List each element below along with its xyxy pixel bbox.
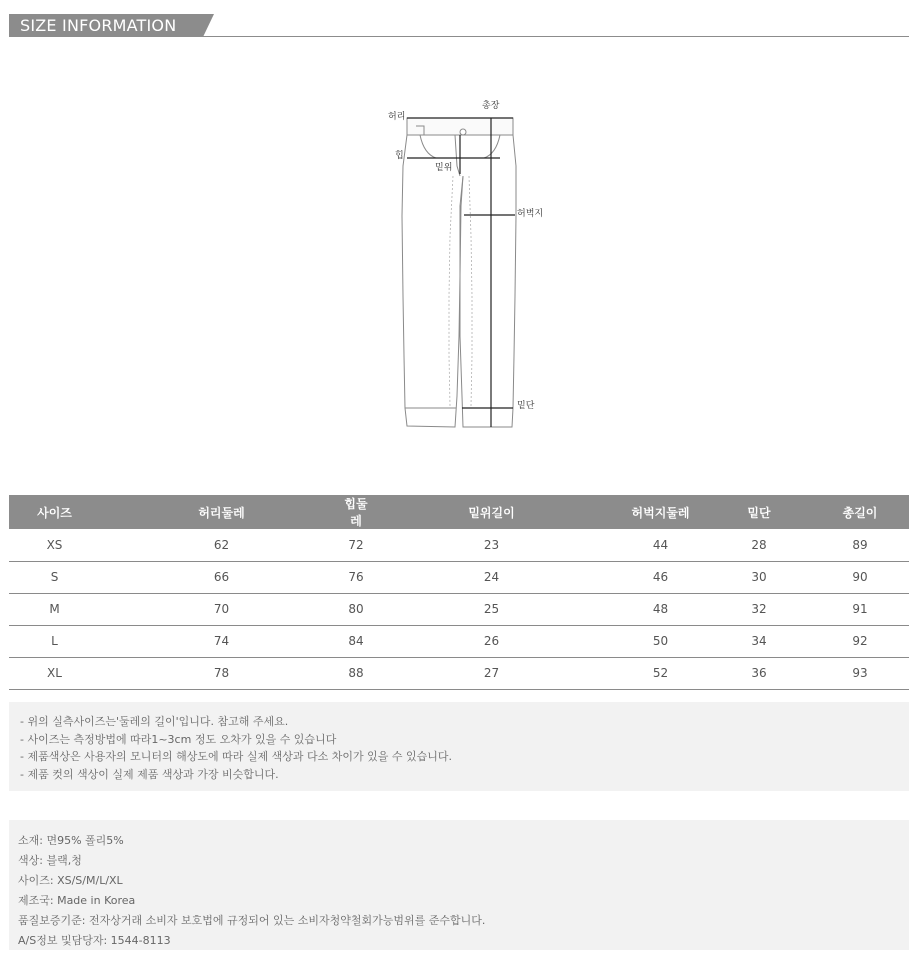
- col-header-hip: 힙둘레: [344, 497, 368, 528]
- table-row: [9, 625, 909, 657]
- info-origin: 제조국: Made in Korea: [18, 894, 136, 907]
- table-cell: 30: [707, 561, 811, 593]
- diagram-label-waist: 허리: [388, 112, 406, 122]
- size-table: [9, 495, 909, 690]
- size-notes-box: [9, 702, 909, 791]
- table-cell: L: [9, 625, 100, 657]
- table-cell: 62: [100, 529, 343, 561]
- table-row: [9, 593, 909, 625]
- info-as-contact: A/S정보 및담당자: 1544-8113: [18, 934, 171, 947]
- table-cell: 90: [811, 561, 909, 593]
- header-divider: [9, 36, 909, 37]
- table-cell: 25: [369, 593, 614, 625]
- table-cell: 52: [614, 657, 707, 689]
- table-cell: XS: [9, 529, 100, 561]
- table-cell: 48: [614, 593, 707, 625]
- col-header-thigh: 허벅지둘레: [614, 495, 707, 529]
- table-cell: 92: [811, 625, 909, 657]
- table-cell: 46: [614, 561, 707, 593]
- info-sizes: 사이즈: XS/S/M/L/XL: [18, 874, 123, 887]
- note-line: - 위의 실측사이즈는'둘레의 길이'입니다. 참고해 주세요.: [20, 715, 289, 728]
- table-cell: S: [9, 561, 100, 593]
- section-title: SIZE INFORMATION: [9, 14, 203, 37]
- table-cell: 50: [614, 625, 707, 657]
- table-cell: 66: [100, 561, 343, 593]
- pants-measurement-diagram: [380, 96, 560, 436]
- diagram-label-rise: 밑위: [435, 163, 453, 173]
- col-header-hem: 밑단: [707, 495, 811, 529]
- product-info-box: [9, 820, 909, 950]
- table-row: [9, 657, 909, 689]
- table-cell: 89: [811, 529, 909, 561]
- table-cell: 70: [100, 593, 343, 625]
- table-cell: 74: [100, 625, 343, 657]
- table-cell: 88: [343, 657, 369, 689]
- note-line: - 사이즈는 측정방법에 따라1~3cm 정도 오차가 있을 수 있습니다: [20, 732, 337, 746]
- diagram-label-length: 총장: [482, 101, 500, 111]
- table-row: [9, 561, 909, 593]
- diagram-label-hem: 밑단: [517, 401, 535, 411]
- pants-illustration: [380, 96, 560, 436]
- table-cell: XL: [9, 657, 100, 689]
- size-table-header-row: [9, 495, 909, 529]
- table-cell: 28: [707, 529, 811, 561]
- col-header-rise: 밑위길이: [369, 495, 614, 529]
- info-material: 소재: 면95% 폴리5%: [18, 834, 124, 847]
- table-cell: 93: [811, 657, 909, 689]
- table-cell: 32: [707, 593, 811, 625]
- table-cell: 91: [811, 593, 909, 625]
- table-cell: 80: [343, 593, 369, 625]
- table-cell: 36: [707, 657, 811, 689]
- table-cell: 24: [369, 561, 614, 593]
- section-header: [9, 14, 909, 37]
- info-quality-guarantee: 품질보증기준: 전자상거래 소비자 보호법에 규정되어 있는 소비자청약철회가능범위를 준수합니다.: [18, 914, 486, 927]
- col-header-waist: 허리둘레: [100, 495, 343, 529]
- table-row: [9, 529, 909, 561]
- diagram-label-thigh: 허벅지: [517, 209, 544, 219]
- col-header-size: 사이즈: [9, 495, 100, 529]
- table-cell: 84: [343, 625, 369, 657]
- col-header-length: 총길이: [811, 495, 909, 529]
- table-cell: M: [9, 593, 100, 625]
- table-cell: 44: [614, 529, 707, 561]
- table-cell: 78: [100, 657, 343, 689]
- table-cell: 34: [707, 625, 811, 657]
- table-cell: 72: [343, 529, 369, 561]
- table-cell: 26: [369, 625, 614, 657]
- note-line: - 제품색상은 사용자의 모니터의 해상도에 따라 실제 색상과 다소 차이가 있을 수 있습니다.: [20, 750, 452, 763]
- info-color: 색상: 블랙,청: [18, 854, 82, 867]
- note-line: - 제품 컷의 색상이 실제 제품 색상과 가장 비슷합니다.: [20, 767, 279, 781]
- section-title-tab-tip: [203, 14, 214, 37]
- table-cell: 23: [369, 529, 614, 561]
- table-cell: 76: [343, 561, 369, 593]
- diagram-label-hip: 힙: [395, 151, 404, 161]
- table-cell: 27: [369, 657, 614, 689]
